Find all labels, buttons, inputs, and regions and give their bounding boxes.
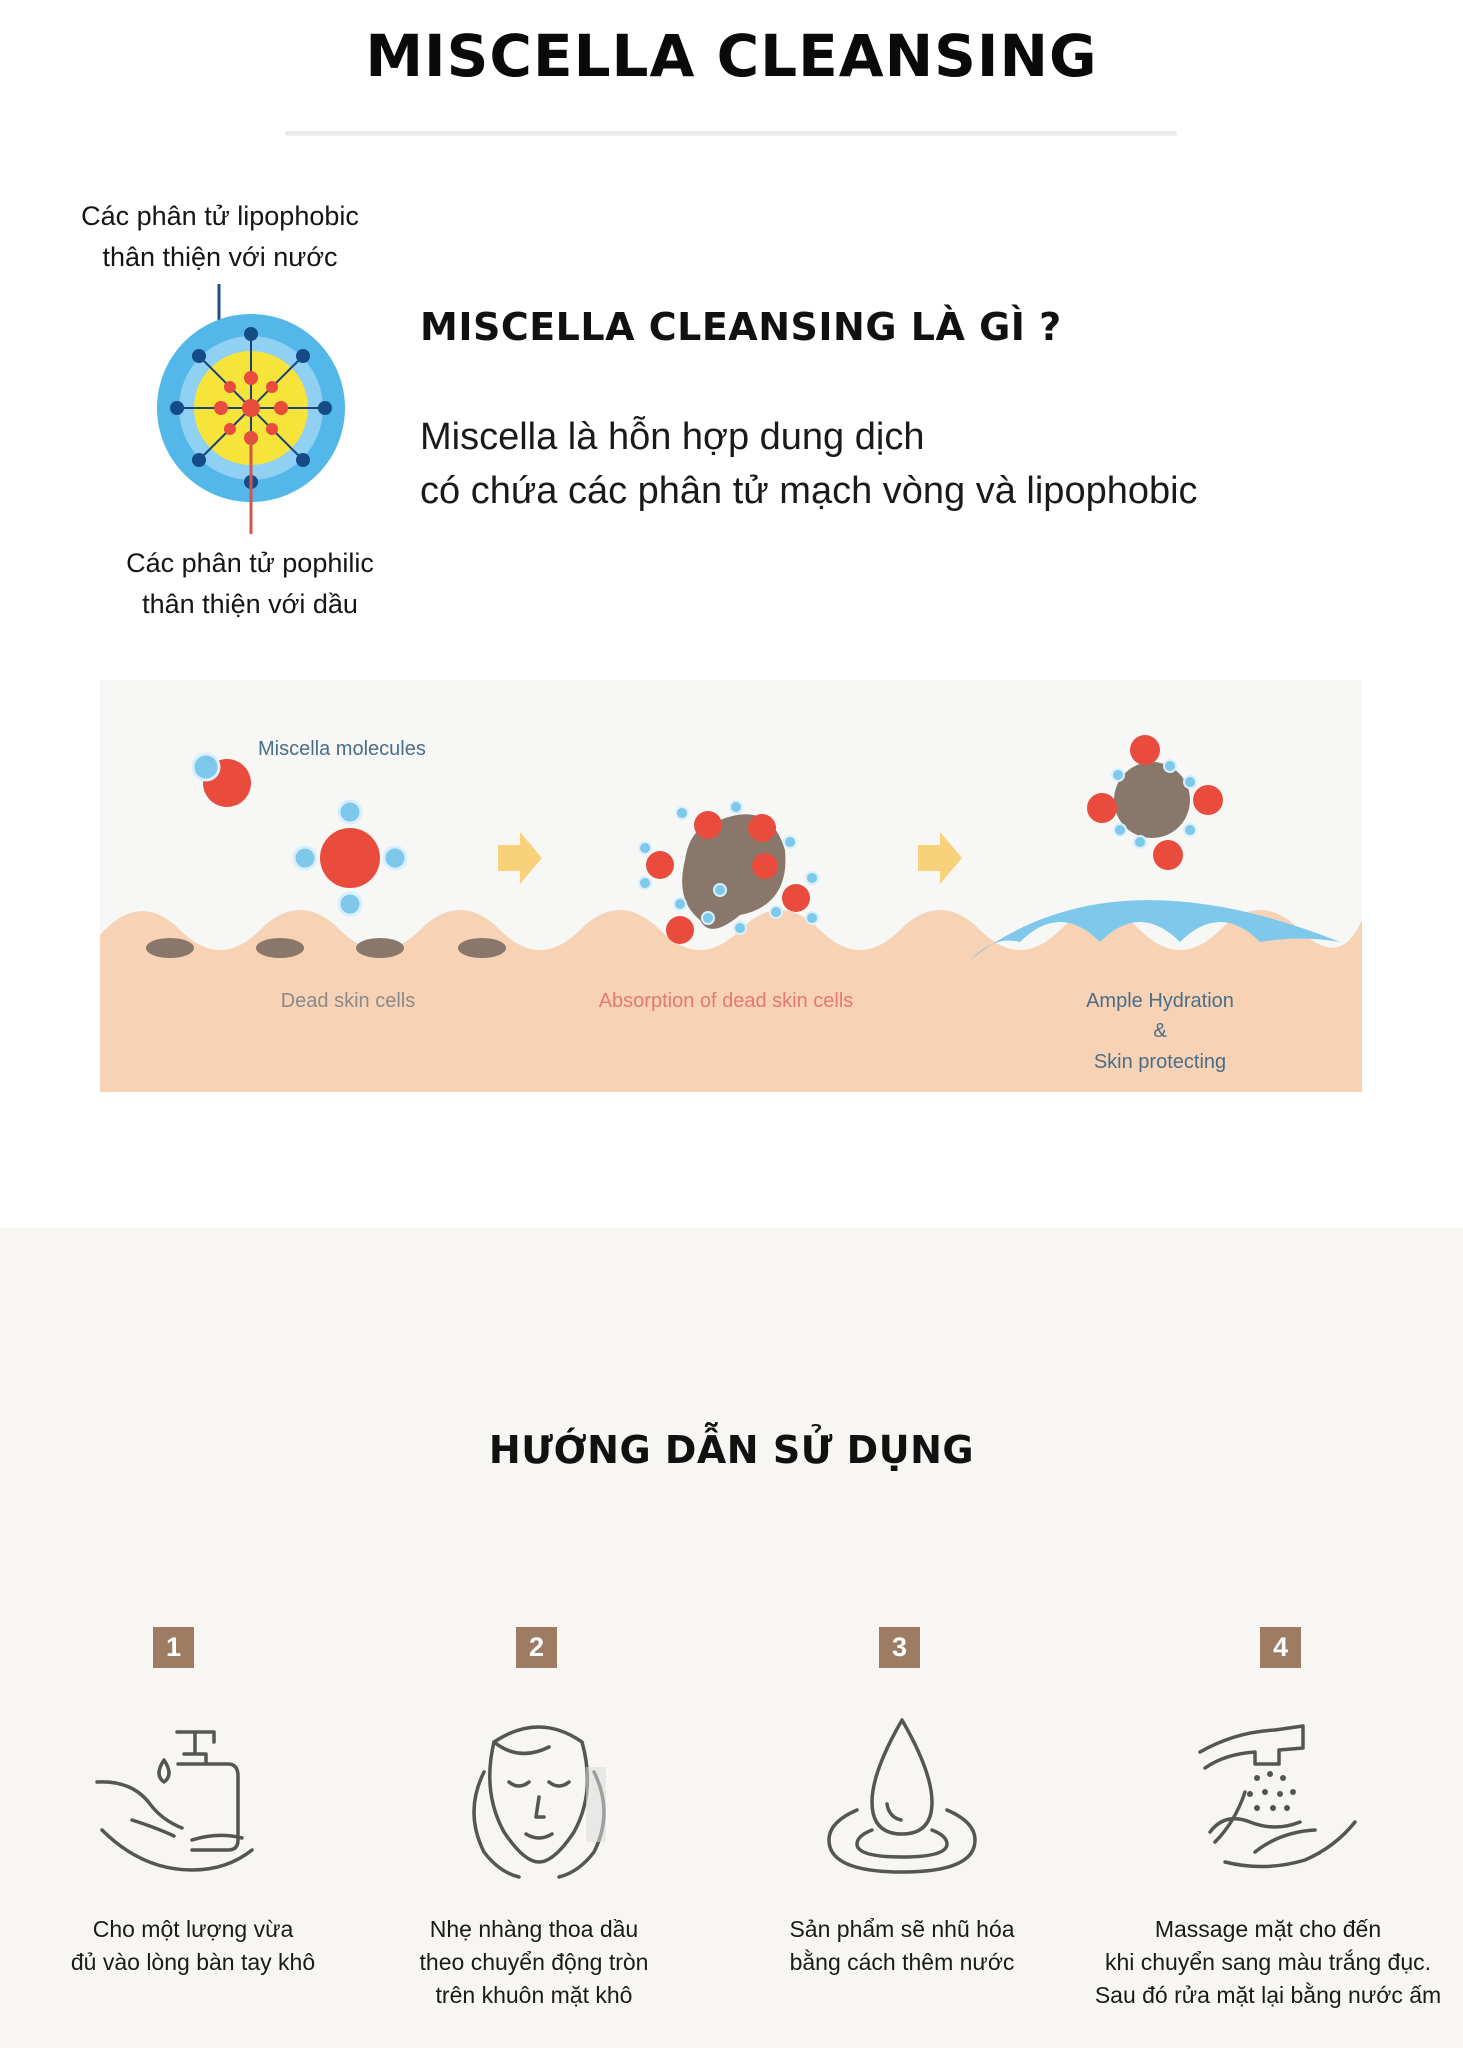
step2-badge: 2 [516,1627,557,1668]
micelle-top-caption [60,196,380,278]
what-is-desc-line2: có chứa các phân tử mạch vòng và lipophobic [420,470,1198,512]
stage3-label-line2: & [1153,1020,1167,1042]
water-drop-icon [817,1712,987,1882]
step1-badge: 1 [153,1627,194,1668]
step4-line3: Sau đó rửa mặt lại bằng nước ấm [1094,1982,1442,2008]
process-illustration [100,680,1362,1092]
what-is-desc-line1: Miscella là hỗn hợp dung dịch [420,416,925,458]
stage1-label: Dead skin cells [280,990,416,1012]
water-droplets [1247,1771,1296,1811]
step3-line1: Sản phẩm sẽ nhũ hóa [789,1916,1015,1942]
step1-text [13,1913,373,1979]
what-is-description [420,410,1198,518]
micelle-top-caption-line2: thân thiện với nước [102,242,338,272]
howto-heading: HƯỚNG DẪN SỬ DỤNG [488,1428,975,1472]
step3-text [722,1913,1082,1979]
step1-line1: Cho một lượng vừa [92,1916,294,1942]
step4-line1: Massage mặt cho đến [1154,1916,1382,1942]
step3-badge: 3 [879,1627,920,1668]
step2-line2: theo chuyển động tròn [419,1949,649,1975]
micelle-bottom-caption-line2: thân thiện với dầu [142,589,358,619]
page-title: MISCELLA CLEANSING [365,22,1098,90]
molecule-label: Miscella molecules [258,738,426,760]
step3-line2: bằng cách thêm nước [789,1949,1015,1975]
micelle-bottom-caption-line1: Các phân tử pophilic [126,548,374,578]
step1-line2: đủ vào lòng bàn tay khô [70,1949,316,1975]
micelle-top-caption-line1: Các phân tử lipophobic [81,201,359,231]
micelle-diagram [150,284,360,534]
cleansing-process-diagram [100,680,1362,1092]
step4-line2: khi chuyển sang màu trắng đục. [1104,1949,1432,1975]
step2-line1: Nhẹ nhàng thoa dầu [429,1916,639,1942]
step2-text [354,1913,714,2012]
stage2-label: Absorption of dead skin cells [598,990,854,1012]
faucet-hand-icon [1195,1712,1365,1882]
face-massage-icon [454,1712,624,1882]
step4-badge: 4 [1260,1627,1301,1668]
stage3-label-line3: Skin protecting [1093,1051,1227,1073]
free-water-head [193,754,219,780]
title-divider [285,131,1177,136]
stage3-label-line1: Ample Hydration [1086,990,1234,1012]
micelle-bottom-caption [90,543,410,625]
what-is-heading: MISCELLA CLEANSING LÀ GÌ ? [420,305,1062,349]
step2-line3: trên khuôn mặt khô [435,1982,633,2008]
pump-hand-icon [92,1720,262,1890]
step4-text [1088,1913,1448,2012]
